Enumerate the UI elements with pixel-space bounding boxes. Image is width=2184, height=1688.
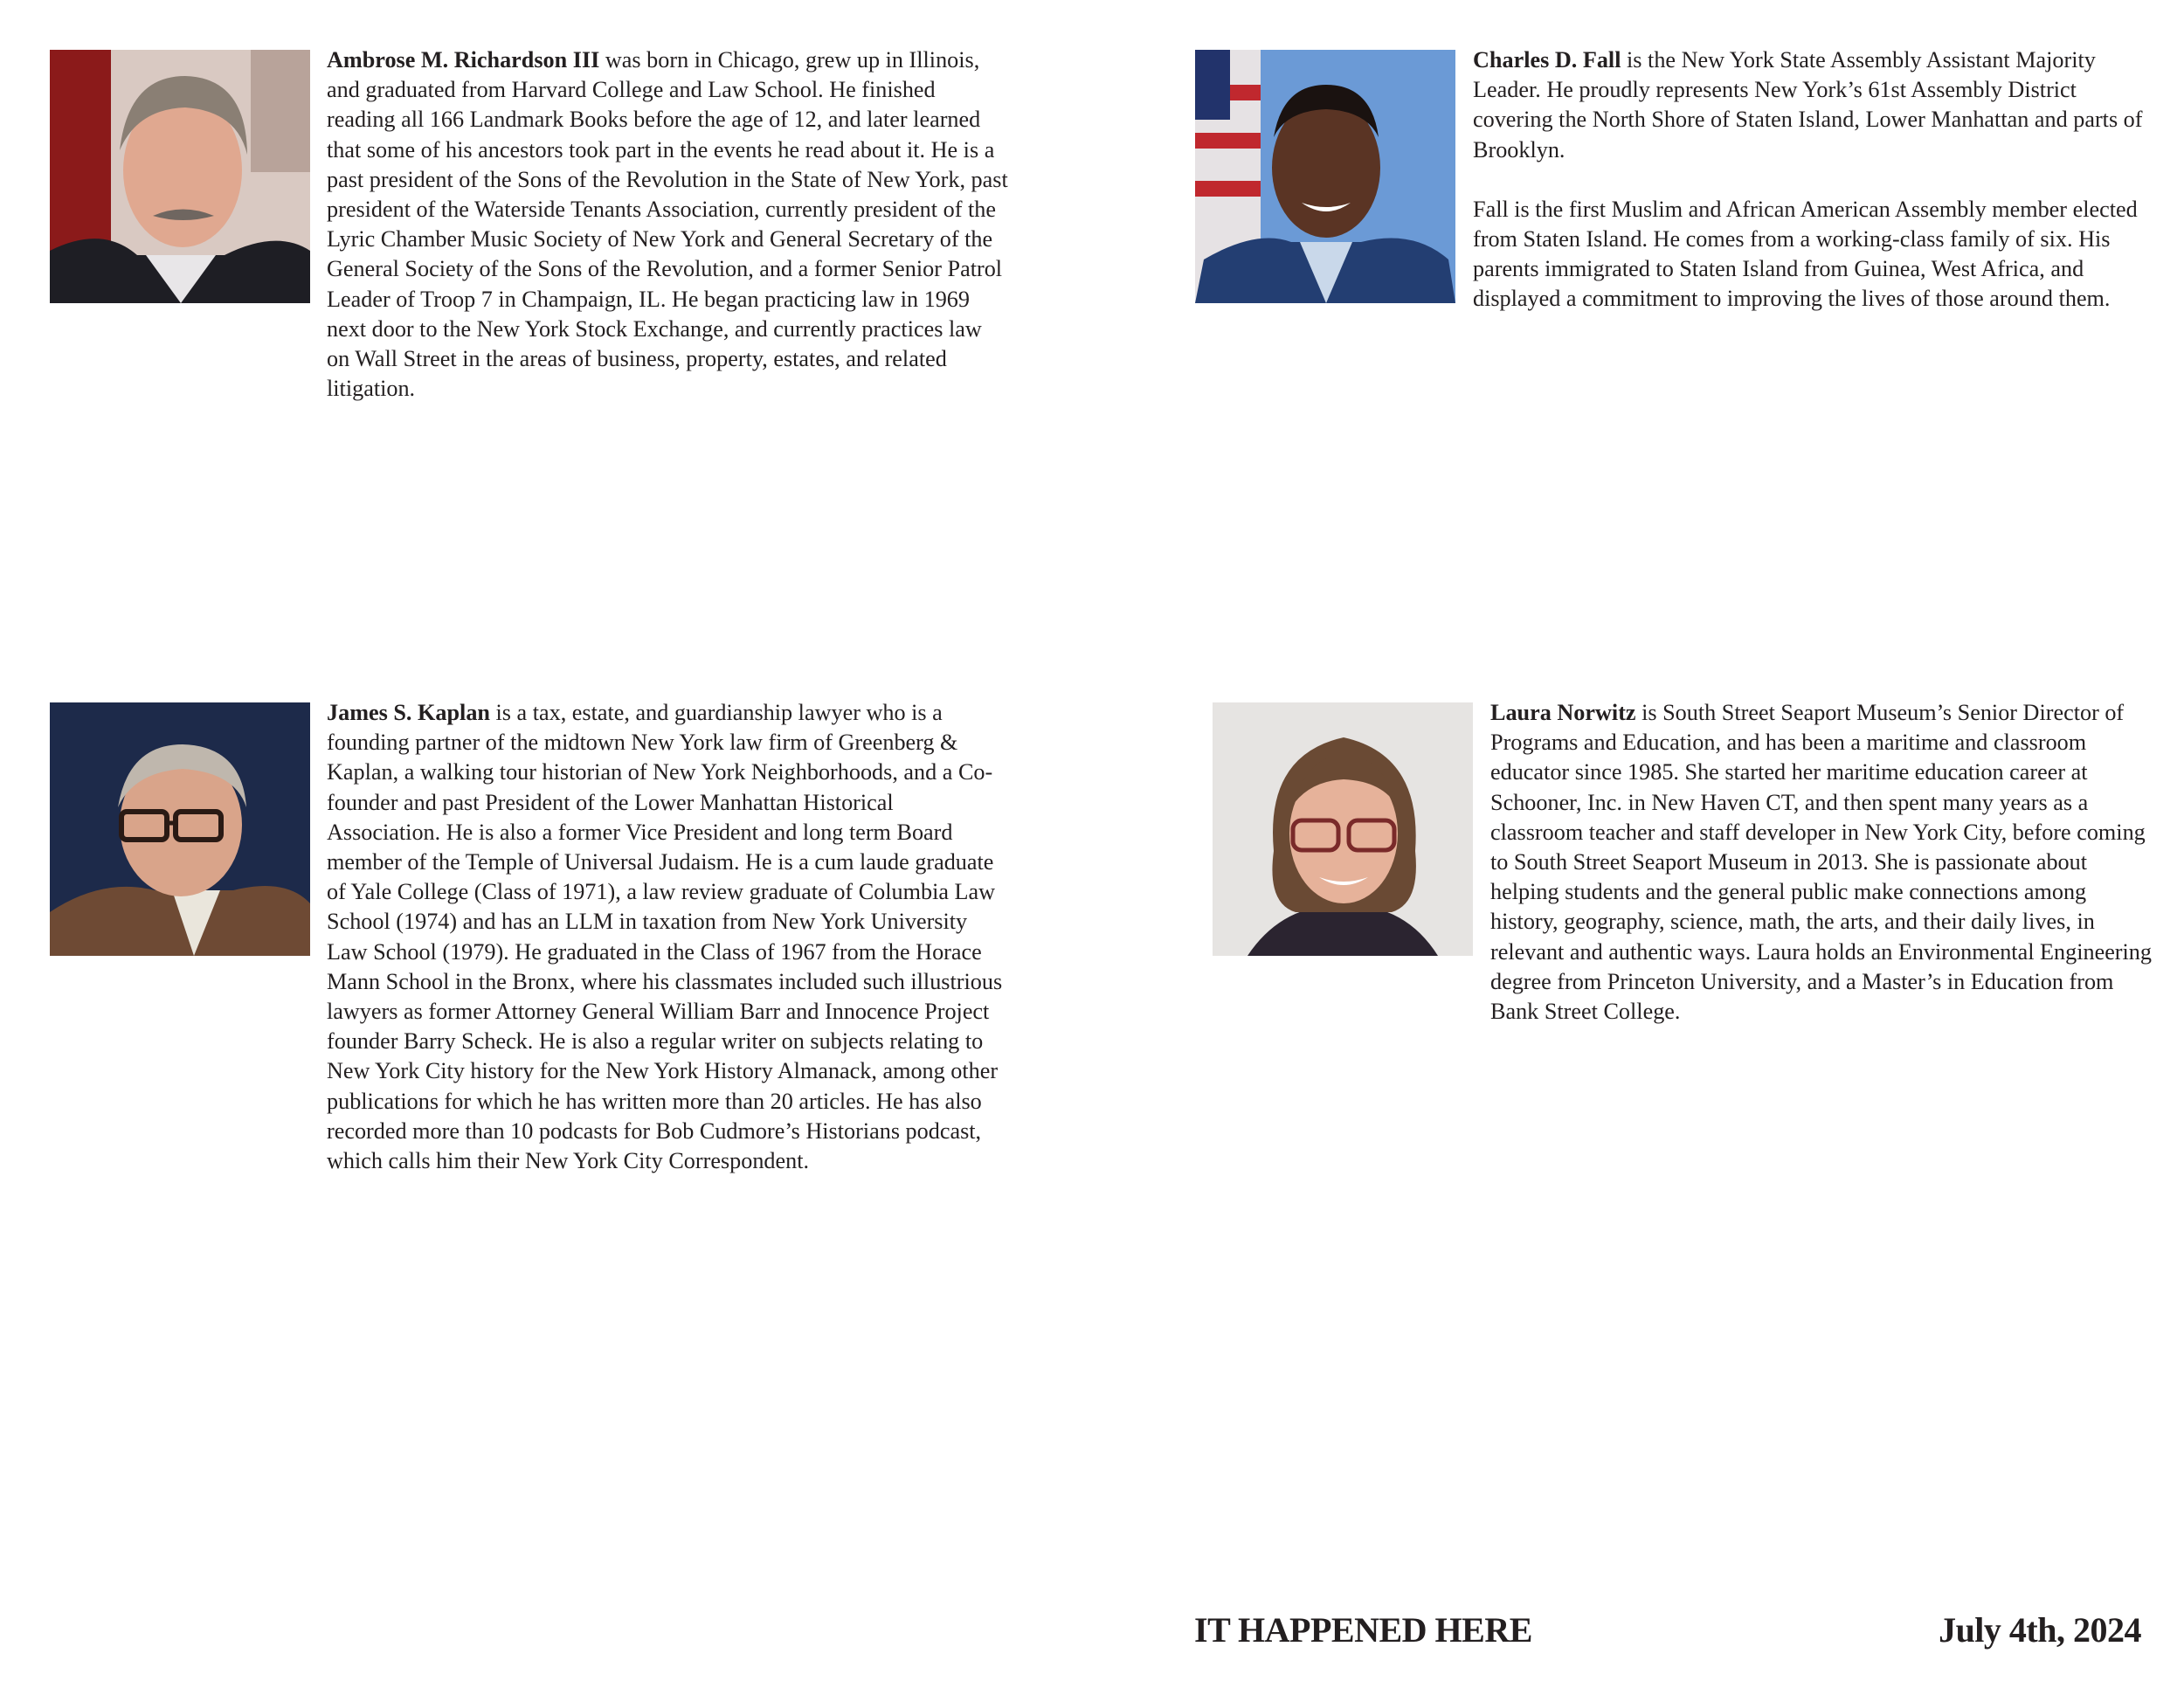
- portrait-kaplan: [50, 702, 310, 956]
- bio-fall-paragraph-2: Fall is the first Muslim and African American Assembly member elected from Staten Island. He comes from a working-class family of six. His parents immigrated to Staten Island from Guinea, West Africa, and displayed a commitment to improving the lives of those around them.: [1473, 196, 2138, 312]
- bio-norwitz: [1490, 698, 2154, 1027]
- bio-fall-paragraph-1: [1473, 45, 2146, 165]
- bio-norwitz-text: is South Street Seaport Museum’s Senior Director of Programs and Education, and has been a maritime and classroom educator since 1985. She started her maritime education career at Schooner, Inc. in New Haven CT, and then spent many years as a classroom teacher and staff developer in New York City, before coming to South Street Seaport Museum in 2013. She is passionate about helping students and the general public make connections among history, geography, science, math, the arts, and their daily lives, in relevant and authentic ways. Laura holds an Environmental Engineering degree from Princeton University, and a Master’s in Education from Bank Street College.: [1490, 700, 2152, 1025]
- bio-richardson-name: Ambrose M. Richardson III: [327, 47, 600, 73]
- bio-richardson-text: was born in Chicago, grew up in Illinois, and graduated from Harvard College and Law School. He finished reading all 166 Landmark Books before the age of 12, and later learned that some of his ancestors took part in the events he read about it. He is a past president of the Sons of the Revolution in the State of New York, past president of the Waterside Tenants Association, currently president of the Lyric Chamber Music Society of New York and General Secretary of the General Society of the Sons of the Revolution, and a former Senior Patrol Leader of Troop 7 in Champaign, IL. He began practicing law in 1969 next door to the New York Stock Exchange, and currently practices law on Wall Street in the areas of business, property, estates, and related litigation.: [327, 47, 1008, 402]
- portrait-fall-image: [1195, 50, 1455, 303]
- bio-fall-text-1: is the New York State Assembly Assistant Majority Leader. He proudly represents New York’s 61st Assembly District covering the North Shore of Staten Island, Lower Manhattan and parts of Brooklyn.: [1473, 47, 2143, 163]
- bio-fall: [1473, 45, 2146, 315]
- bio-norwitz-paragraph: [1490, 698, 2154, 1027]
- bio-fall-name: Charles D. Fall: [1473, 47, 1621, 73]
- bio-richardson-paragraph: [327, 45, 1008, 404]
- portrait-norwitz: [1213, 702, 1473, 956]
- footer-date: July 4th, 2024: [1939, 1610, 2141, 1650]
- bio-kaplan-name: James S. Kaplan: [327, 700, 490, 725]
- bio-kaplan: [327, 698, 1008, 1176]
- bio-richardson: [327, 45, 1008, 404]
- footer-title: IT HAPPENED HERE: [1194, 1610, 1532, 1650]
- portrait-kaplan-image: [50, 702, 310, 956]
- bio-kaplan-paragraph: [327, 698, 1008, 1176]
- portrait-richardson: [50, 50, 310, 303]
- portrait-fall: [1195, 50, 1455, 303]
- portrait-norwitz-image: [1213, 702, 1473, 956]
- portrait-richardson-image: [50, 50, 310, 303]
- bio-norwitz-name: Laura Norwitz: [1490, 700, 1636, 725]
- bio-kaplan-text: is a tax, estate, and guardianship lawyer who is a founding partner of the midtown New York law firm of Greenberg & Kaplan, a walking tour historian of New York Neighborhoods, and a Co-founder and past President of the Lower Manhattan Historical Association. He is also a former Vice President and long term Board member of the Temple of Universal Judaism. He is a cum laude graduate of Yale College (Class of 1971), a law review graduate of Columbia Law School (1974) and has an LLM in taxation from New York University Law School (1979). He graduated in the Class of 1967 from the Horace Mann School in the Bronx, where his classmates included such illustrious lawyers as former Attorney General William Barr and Innocence Project founder Barry Scheck. He is also a regular writer on subjects relating to New York City history for the New York History Almanack, among other publications for which he has written more than 20 articles. He has also recorded more than 10 podcasts for Bob Cudmore’s Historians podcast, which calls him their New York City Correspondent.: [327, 700, 1003, 1174]
